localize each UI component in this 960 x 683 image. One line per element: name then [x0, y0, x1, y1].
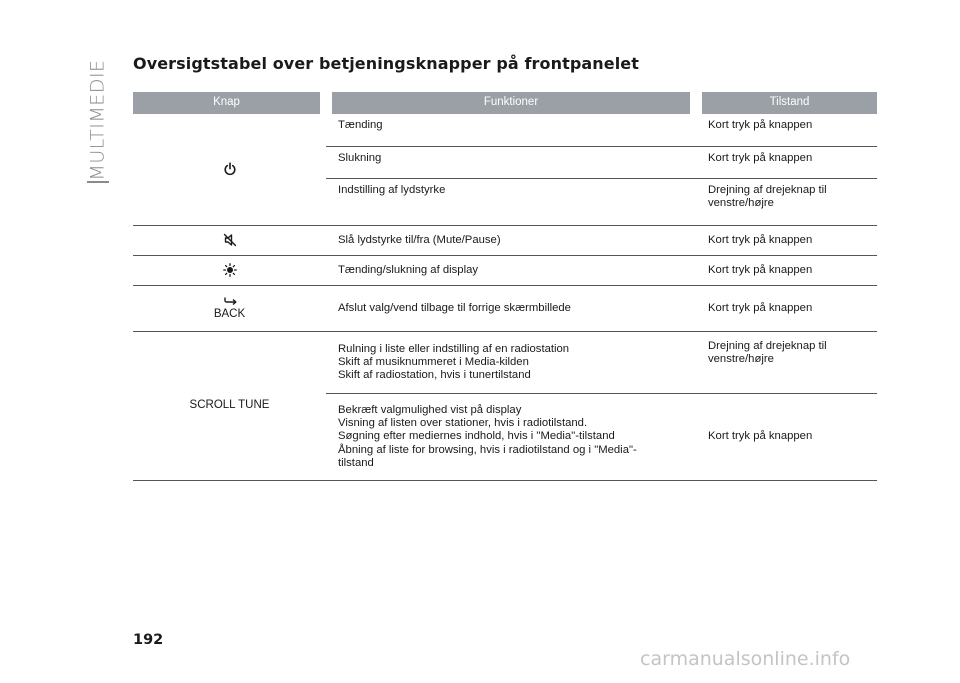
func-cell: Tænding [326, 114, 696, 147]
state-line: Drejning af drejeknap til [708, 340, 827, 352]
scroll-tune-label: SCROLL TUNE [189, 399, 270, 412]
table-row [133, 286, 877, 332]
header-knap: Knap [133, 92, 326, 114]
header-funktioner: Funktioner [326, 92, 696, 114]
state-cell: Kort tryk på knappen [696, 226, 877, 256]
controls-table [133, 92, 877, 481]
state-cell: Kort tryk på knappen [696, 147, 877, 179]
page-title: Oversigtstabel over betjeningsknapper på frontpanelet [133, 54, 640, 73]
func-cell: Indstilling af lydstyrke [326, 179, 696, 226]
back-label: BACK [213, 307, 246, 320]
table-row [133, 256, 877, 286]
section-rule [87, 181, 109, 183]
func-line: tilstand [338, 456, 374, 469]
func-cell [326, 394, 696, 481]
state-line: venstre/højre [708, 353, 774, 366]
state-line: Drejning af drejeknap til [708, 184, 827, 196]
state-cell: Kort tryk på knappen [696, 286, 877, 332]
knap-cell-power [133, 114, 326, 226]
watermark: carmanualsonline.info [640, 648, 851, 670]
func-cell [326, 332, 696, 394]
func-line: Skift af musiknummeret i Media-kilden [338, 355, 529, 368]
func-line: Skift af radiostation, hvis i tunertilstand [338, 369, 531, 382]
knap-cell-display [133, 256, 326, 286]
power-icon [223, 162, 237, 176]
func-line: Visning af listen over stationer, hvis i radiotilstand. [338, 417, 588, 430]
knap-cell-scroll [133, 332, 326, 481]
func-line: Søgning efter mediernes indhold, hvis i "Media"-tilstand [338, 430, 615, 443]
table-row [133, 226, 877, 256]
func-cell: Afslut valg/vend tilbage til forrige skærmbillede [326, 286, 696, 332]
func-line: Rulning i liste eller indstilling af en radiostation [338, 342, 570, 355]
mute-icon [223, 233, 237, 247]
state-line: venstre/højre [708, 197, 774, 210]
header-tilstand: Tilstand [696, 92, 877, 114]
func-line: Bekræft valgmulighed vist på display [338, 403, 522, 416]
state-cell [696, 179, 877, 226]
state-cell: Kort tryk på knappen [696, 114, 877, 147]
section-label-text: MULTIMEDIE [87, 59, 109, 181]
func-cell: Slå lydstyrke til/fra (Mute/Pause) [326, 226, 696, 256]
knap-cell-mute [133, 226, 326, 256]
table-row [133, 332, 877, 394]
section-label [86, 58, 110, 182]
func-line: Åbning af liste for browsing, hvis i radiotilstand og i "Media"- [338, 443, 637, 456]
page-number: 192 [133, 632, 164, 648]
func-cell: Tænding/slukning af display [326, 256, 696, 286]
state-cell: Kort tryk på knappen [696, 256, 877, 286]
knap-cell-back [133, 286, 326, 332]
back-arrow-icon [222, 296, 238, 307]
table-header-row [133, 92, 877, 114]
table-row [133, 114, 877, 147]
display-brightness-icon [223, 263, 237, 277]
func-cell: Slukning [326, 147, 696, 179]
state-cell [696, 332, 877, 394]
state-cell: Kort tryk på knappen [696, 394, 877, 481]
